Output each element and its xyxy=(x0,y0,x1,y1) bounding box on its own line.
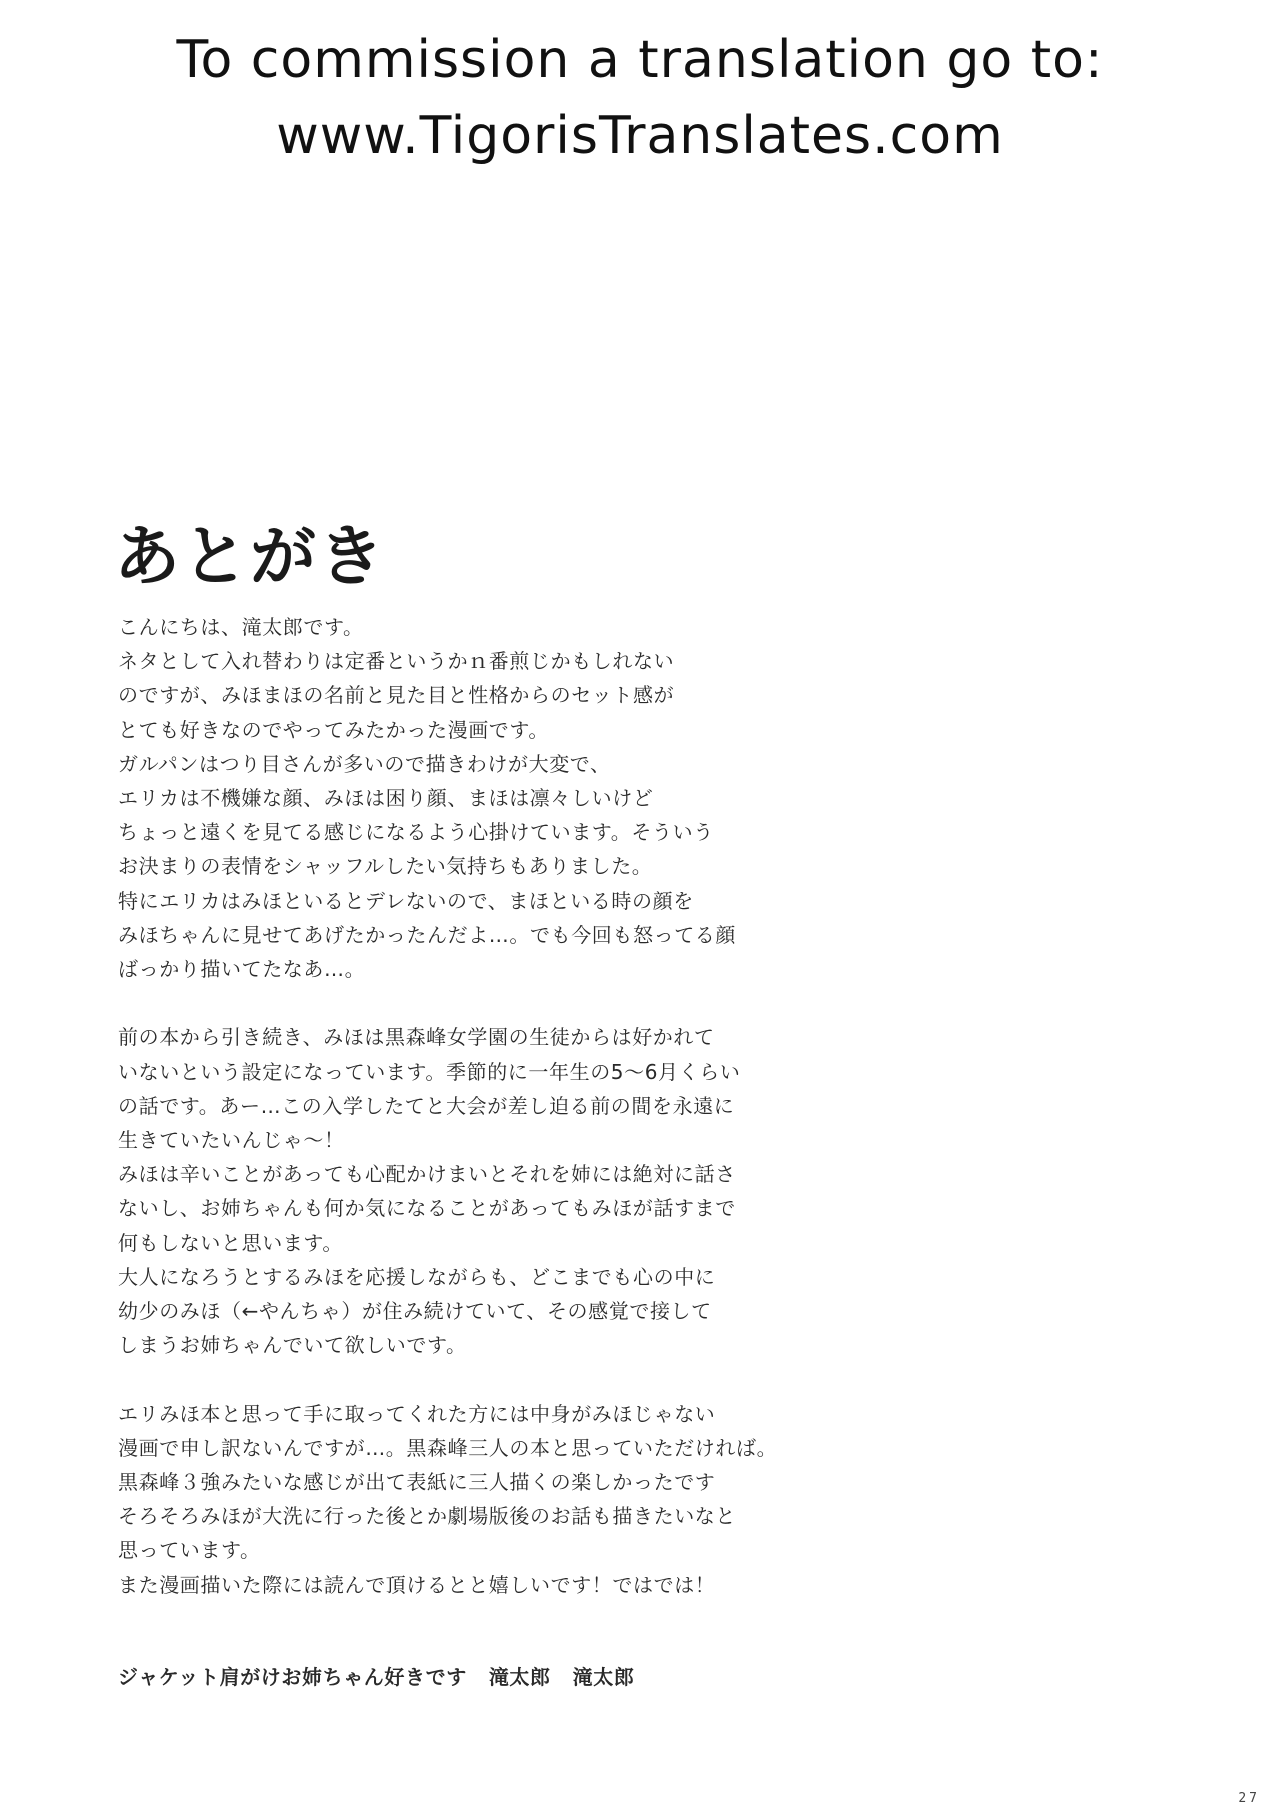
text-line: みほちゃんに見せてあげたかったんだよ…。でも今回も怒ってる顔 xyxy=(118,922,736,947)
signature-tagline: ジャケット肩がけお姉ちゃん好きです xyxy=(118,1665,467,1689)
afterword-title: あとがき xyxy=(114,518,386,595)
text-line: 大人になろうとするみほを応援しながらも、どこまでも心の中に xyxy=(118,1264,716,1289)
text-line: ないし、お姉ちゃんも何か気になることがあってもみほが話すまで xyxy=(118,1196,736,1221)
text-line: みほは辛いことがあっても心配かけまいとそれを姉には絶対に話さ xyxy=(118,1162,736,1187)
page-number: 27 xyxy=(1238,1791,1260,1806)
text-line: ちょっと遠くを見てる感じになるよう心掛けています。そういう xyxy=(118,820,714,845)
afterword-body xyxy=(118,610,778,1602)
text-line: 黒森峰３強みたいな感じが出て表紙に三人描くの楽しかったです xyxy=(118,1470,716,1495)
text-line: エリカは不機嫌な顔、みほは困り顔、まほは凛々しいけど xyxy=(118,786,654,811)
text-line: しまうお姉ちゃんでいて欲しいです。 xyxy=(118,1333,467,1358)
paragraph-2 xyxy=(118,1020,778,1362)
text-line: 生きていたいんじゃ～！ xyxy=(118,1128,345,1153)
text-line: こんにちは、滝太郎です。 xyxy=(118,615,364,639)
signature-name-repeat: 滝太郎 xyxy=(572,1665,635,1689)
paragraph-1 xyxy=(118,610,778,986)
text-line: ばっかり描いてたなあ…。 xyxy=(118,957,366,982)
translation-banner xyxy=(0,22,1280,174)
text-line: ネタとして入れ替わりは定番というかｎ番煎じかもしれない xyxy=(118,649,675,674)
text-line: 特にエリカはみほといるとデレないので、まほといる時の顔を xyxy=(118,888,694,913)
text-line: のですが、みほまほの名前と見た目と性格からのセット感が xyxy=(118,683,675,708)
text-line: エリみほ本と思って手に取ってくれた方には中身がみほじゃない xyxy=(118,1401,716,1426)
text-line: いないという設定になっています。季節的に一年生の5～6月くらい xyxy=(118,1059,741,1084)
text-line: 漫画で申し訳ないんですが…。黒森峰三人の本と思っていただければ。 xyxy=(118,1435,778,1460)
text-line: そろそろみほが大洗に行った後とか劇場版後のお話も描きたいなと xyxy=(118,1504,736,1529)
text-line: ガルパンはつり目さんが多いので描きわけが大変で、 xyxy=(118,751,611,776)
text-line: 前の本から引き続き、みほは黒森峰女学園の生徒からは好かれて xyxy=(118,1025,715,1050)
text-line: また漫画描いた際には読んで頂けるとと嬉しいです！ではでは！ xyxy=(118,1572,716,1597)
text-line: 何もしないと思います。 xyxy=(118,1230,343,1255)
text-line: 思っています。 xyxy=(118,1538,261,1563)
author-signature xyxy=(118,1660,656,1694)
text-line: お決まりの表情をシャッフルしたい気持ちもありました。 xyxy=(118,854,653,879)
paragraph-3 xyxy=(118,1397,778,1602)
banner-url: www.TigorisTranslates.com xyxy=(276,106,1004,166)
text-line: の話です。あー…この入学したてと大会が差し迫る前の間を永遠に xyxy=(118,1093,735,1118)
text-line: とても好きなのでやってみたかった漫画です。 xyxy=(118,717,549,742)
signature-name: 滝太郎 xyxy=(488,1665,551,1689)
banner-line-1: To commission a translation go to: xyxy=(176,30,1104,90)
text-line: 幼少のみほ（←やんちゃ）が住み続けていて、その感覚で接して xyxy=(118,1299,712,1324)
